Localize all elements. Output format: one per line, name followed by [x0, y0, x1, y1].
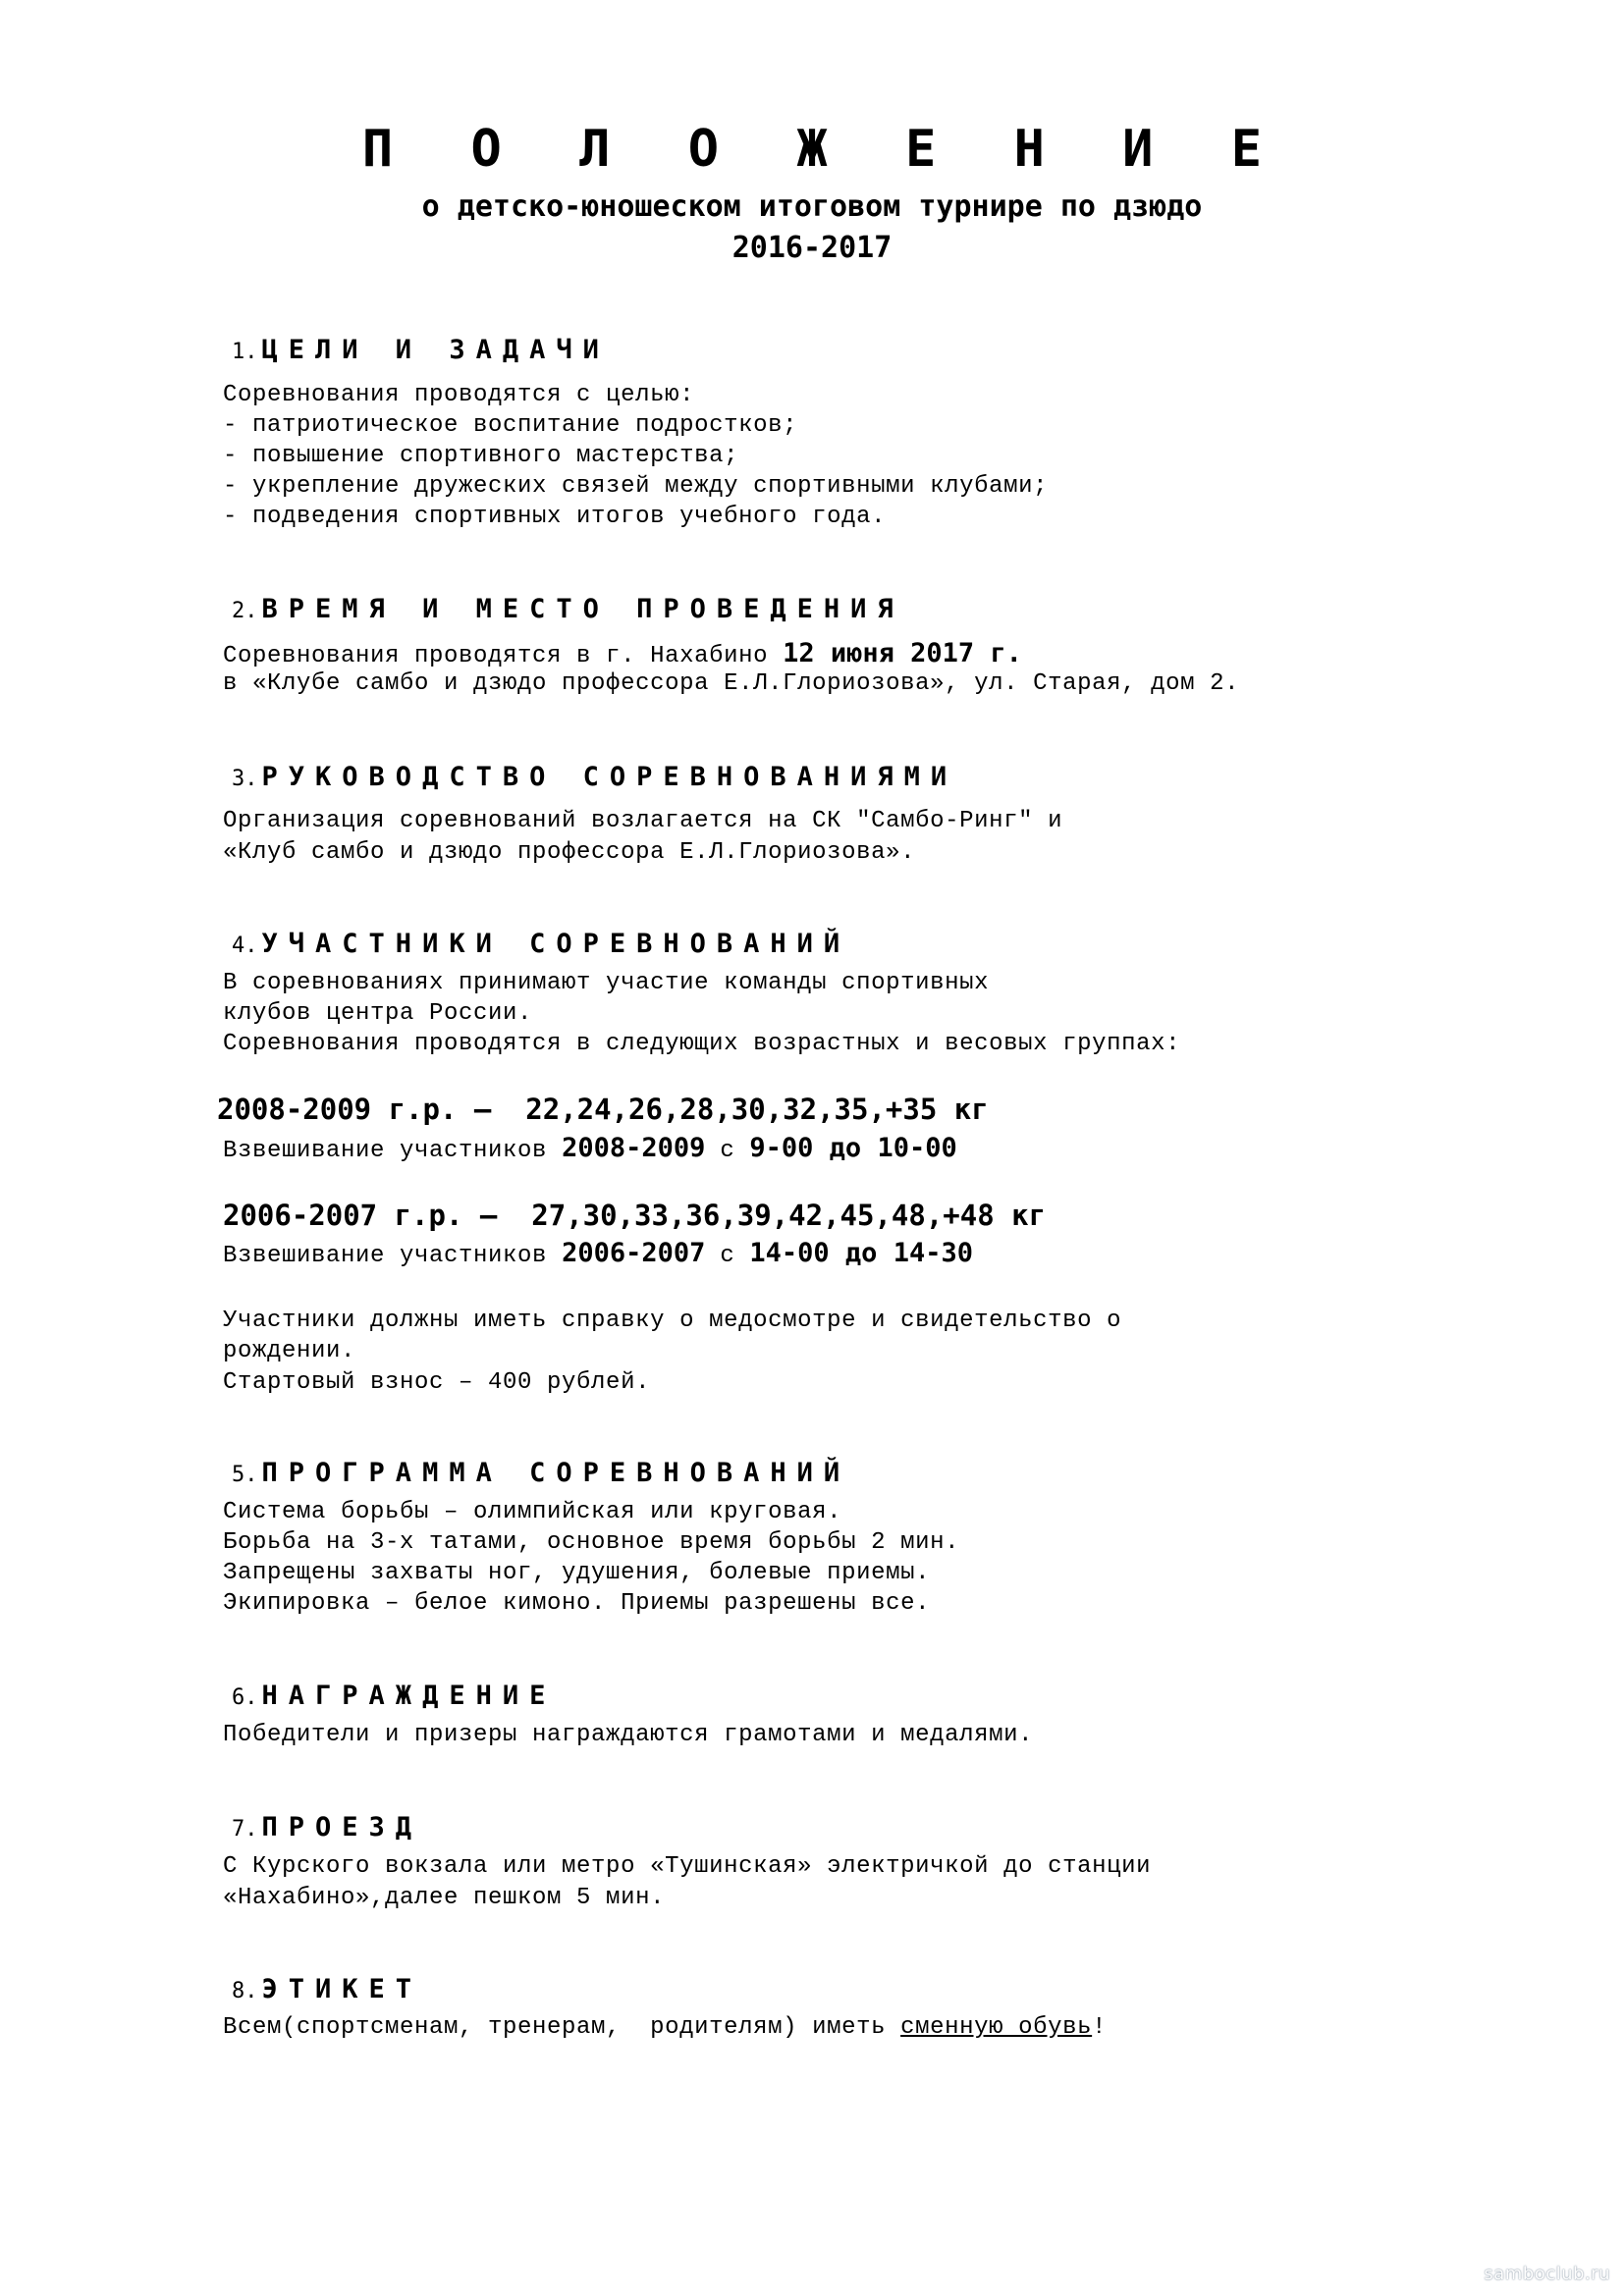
- weigh-in-line: [223, 1135, 957, 1163]
- section-2-line: в «Клубе самбо и дзюдо профессора Е.Л.Глориозова», ул. Старая, дом 2.: [223, 670, 1240, 697]
- weigh-in-from: с: [705, 1243, 750, 1269]
- section-4-note: Стартовый взнос – 400 рублей.: [223, 1369, 651, 1396]
- age-group-title: 2006-2007 г.р. – 27,30,33,36,39,42,45,48,+48 кг: [223, 1199, 1047, 1232]
- section-4-line: В соревнованиях принимают участие команды спортивных: [223, 970, 990, 996]
- section-1-heading: [168, 310, 610, 390]
- site-watermark: samboclub.ru: [1484, 2264, 1610, 2284]
- section-5-line: Борьба на 3-х татами, основное время борьбы 2 мин.: [223, 1529, 960, 1556]
- section-3-heading: [168, 737, 957, 817]
- section-number: 3.: [232, 767, 258, 791]
- section-title: УЧАСТНИКИ СОРЕВНОВАНИЙ: [261, 929, 851, 959]
- section-5-line: Запрещены захваты ног, удушения, болевые приемы.: [223, 1560, 931, 1586]
- weigh-in-years: 2008-2009: [562, 1133, 706, 1163]
- weigh-in-line: [223, 1240, 973, 1268]
- weigh-in-end: 14-30: [893, 1238, 973, 1268]
- section-title: НАГРАЖДЕНИЕ: [261, 1681, 557, 1711]
- section-number: 4.: [232, 934, 258, 958]
- location-text: Соревнования проводятся в г. Нахабино: [223, 643, 784, 669]
- section-number: 6.: [232, 1685, 258, 1710]
- section-title: ВРЕМЯ И МЕСТО ПРОВЕДЕНИЯ: [261, 594, 904, 624]
- section-1-line: - подведения спортивных итогов учебного года.: [223, 504, 887, 530]
- section-4-line: клубов центра России.: [223, 1000, 533, 1027]
- section-number: 1.: [232, 340, 258, 364]
- weigh-in-from: с: [705, 1138, 750, 1164]
- section-5-line: Экипировка – белое кимоно. Приемы разрешены все.: [223, 1590, 931, 1617]
- section-4-note: рождении.: [223, 1338, 356, 1364]
- section-1-line: Соревнования проводятся с целью:: [223, 382, 695, 408]
- section-number: 7.: [232, 1817, 258, 1842]
- section-2-heading: [168, 569, 904, 649]
- section-2-line: [223, 640, 1022, 668]
- event-date: 12 июня 2017 г.: [783, 638, 1022, 668]
- section-1-line: - укрепление дружеских связей между спортивными клубами;: [223, 473, 1049, 500]
- section-8-line: [223, 2016, 1107, 2040]
- section-title: ПРОГРАММА СОРЕВНОВАНИЙ: [261, 1458, 851, 1488]
- section-4-line: Соревнования проводятся в следующих возрастных и весовых группах:: [223, 1031, 1181, 1057]
- exclamation: !: [1092, 2014, 1108, 2041]
- section-7-line: С Курского вокзала или метро «Тушинская» электричкой до станции: [223, 1853, 1152, 1880]
- section-1-line: - повышение спортивного мастерства;: [223, 443, 739, 469]
- weigh-in-to: до: [829, 1238, 893, 1268]
- section-1-line: - патриотическое воспитание подростков;: [223, 412, 798, 439]
- weigh-in-start: 9-00: [749, 1133, 814, 1163]
- replacement-shoes: сменную обувь: [900, 2014, 1093, 2041]
- section-title: ПРОЕЗД: [261, 1812, 423, 1842]
- weigh-in-label: Взвешивание участников: [223, 1243, 563, 1269]
- section-4-note: Участники должны иметь справку о медосмотре и свидетельство о: [223, 1308, 1122, 1334]
- weigh-in-start: 14-00: [749, 1238, 830, 1268]
- document-subtitle: о детско-юношеском итоговом турнире по дзюдо: [421, 189, 1203, 224]
- etiquette-text: Всем(спортсменам, тренерам, родителям) иметь: [223, 2014, 901, 2041]
- section-title: ЭТИКЕТ: [261, 1974, 423, 2004]
- section-number: 2.: [232, 599, 258, 623]
- section-3-line: Организация соревнований возлагается на СК "Самбо-Ринг" и: [223, 808, 1063, 834]
- section-title: РУКОВОДСТВО СОРЕВНОВАНИЯМИ: [261, 762, 958, 792]
- weigh-in-years: 2006-2007: [562, 1238, 706, 1268]
- section-3-line: «Клуб самбо и дзюдо профессора Е.Л.Глориозова».: [223, 839, 916, 866]
- weigh-in-label: Взвешивание участников: [223, 1138, 563, 1164]
- section-6-line: Победители и призеры награждаются грамотами и медалями.: [223, 1722, 1034, 1748]
- weigh-in-end: 10-00: [877, 1133, 957, 1163]
- age-group-title: 2008-2009 г.р. – 22,24,26,28,30,32,35,+35 кг: [217, 1093, 989, 1126]
- section-number: 8.: [232, 1979, 258, 2003]
- section-7-line: «Нахабино»,далее пешком 5 мин.: [223, 1885, 666, 1911]
- section-number: 5.: [232, 1463, 258, 1487]
- weigh-in-to: до: [813, 1133, 878, 1163]
- section-title: ЦЕЛИ И ЗАДАЧИ: [261, 335, 610, 365]
- document-years: 2016-2017: [731, 231, 893, 265]
- document-title: П О Л О Ж Е Н И Е: [361, 120, 1286, 179]
- section-5-line: Система борьбы – олимпийская или круговая.: [223, 1499, 842, 1525]
